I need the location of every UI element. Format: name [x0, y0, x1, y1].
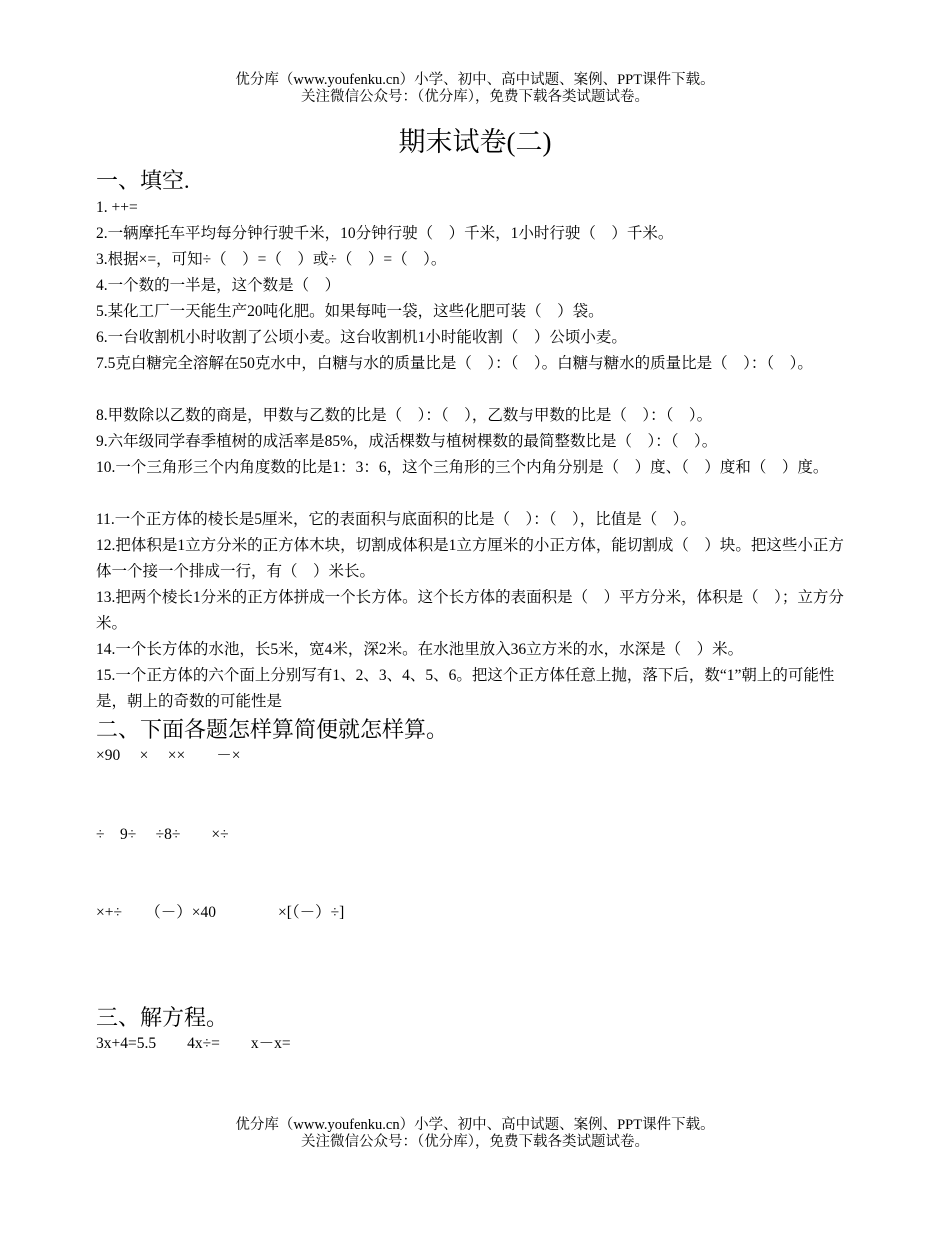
question-3: 3.根据×=，可知÷（ ）=（ ）或÷（ ）=（ ）。 [96, 251, 447, 268]
question-1: 1. ++= [96, 199, 138, 216]
question-2: 2.一辆摩托车平均每分钟行驶千米，10分钟行驶（ ）千米，1小时行驶（ ）千米。 [96, 225, 674, 242]
question-4: 4.一个数的一半是，这个数是（ ） [96, 277, 341, 294]
question-12: 12.把体积是1立方分米的正方体木块，切割成体积是1立方厘米的小正方体，能切割成（ ）块。把这些小正方体一个接一个排成一行，有（ ）米长。 [96, 537, 844, 580]
calc-row-2: ÷ 9÷ ÷8÷ ×÷ [96, 826, 229, 843]
question-14: 14.一个长方体的水池，长5米，宽4米，深2米。在水池里放入36立方米的水，水深是（ ）米。 [96, 641, 744, 658]
header-line-2: 关注微信公众号：（优分库），免费下载各类试题试卷。 [301, 89, 649, 105]
section-1-heading: 一、填空. [96, 168, 190, 193]
question-15: 15.一个正方体的六个面上分别写有1、2、3、4、5、6。把这个正方体任意上抛，落下后，数“1”朝上的可能性是，朝上的奇数的可能性是 [96, 667, 835, 710]
footer-line-1: 优分库（www.youfenku.cn）小学、初中、高中试题、案例、PPT课件下载。 [235, 1117, 715, 1133]
question-7: 7.5克白糖完全溶解在50克水中，白糖与水的质量比是（ ）：（ ）。白糖与糖水的质量比是（ ）：（ ）。 [96, 355, 813, 372]
footer-line-2: 关注微信公众号：（优分库），免费下载各类试题试卷。 [301, 1134, 649, 1150]
calc-row-1: ×90 × ×× －× [96, 747, 241, 764]
question-11: 11.一个正方体的棱长是5厘米，它的表面积与底面积的比是（ ）：（ ），比值是（ ）。 [96, 511, 697, 528]
question-10: 10.一个三角形三个内角度数的比是1：3：6，这个三角形的三个内角分别是（ ）度、（ ）度和（ ）度。 [96, 459, 829, 476]
question-9: 9.六年级同学春季植树的成活率是85%，成活棵数与植树棵数的最简整数比是（ ）：（ ）。 [96, 433, 718, 450]
section-2-heading: 二、下面各题怎样算简便就怎样算。 [96, 717, 449, 742]
page-footer [0, 1117, 950, 1151]
page-title: 期末试卷(二) [398, 127, 552, 157]
question-6: 6.一台收割机小时收割了公顷小麦。这台收割机1小时能收割（ ）公顷小麦。 [96, 329, 627, 346]
header-line-1: 优分库（www.youfenku.cn）小学、初中、高中试题、案例、PPT课件下载。 [235, 72, 715, 88]
question-8: 8.甲数除以乙数的商是，甲数与乙数的比是（ ）：（ ），乙数与甲数的比是（ ）：（ ）。 [96, 407, 713, 424]
section-3-heading: 三、解方程。 [96, 1005, 229, 1030]
question-5: 5.某化工厂一天能生产20吨化肥。如果每吨一袋，这些化肥可装（ ）袋。 [96, 303, 604, 320]
question-13: 13.把两个棱长1分米的正方体拼成一个长方体。这个长方体的表面积是（ ）平方分米，体积是（ ）；立方分米。 [96, 589, 844, 632]
equation-row: 3x+4=5.5 4x÷= x－x= [96, 1035, 291, 1052]
page-header [0, 72, 950, 106]
calc-row-3: ×+÷ （－）×40 ×[（－）÷] [96, 904, 345, 921]
